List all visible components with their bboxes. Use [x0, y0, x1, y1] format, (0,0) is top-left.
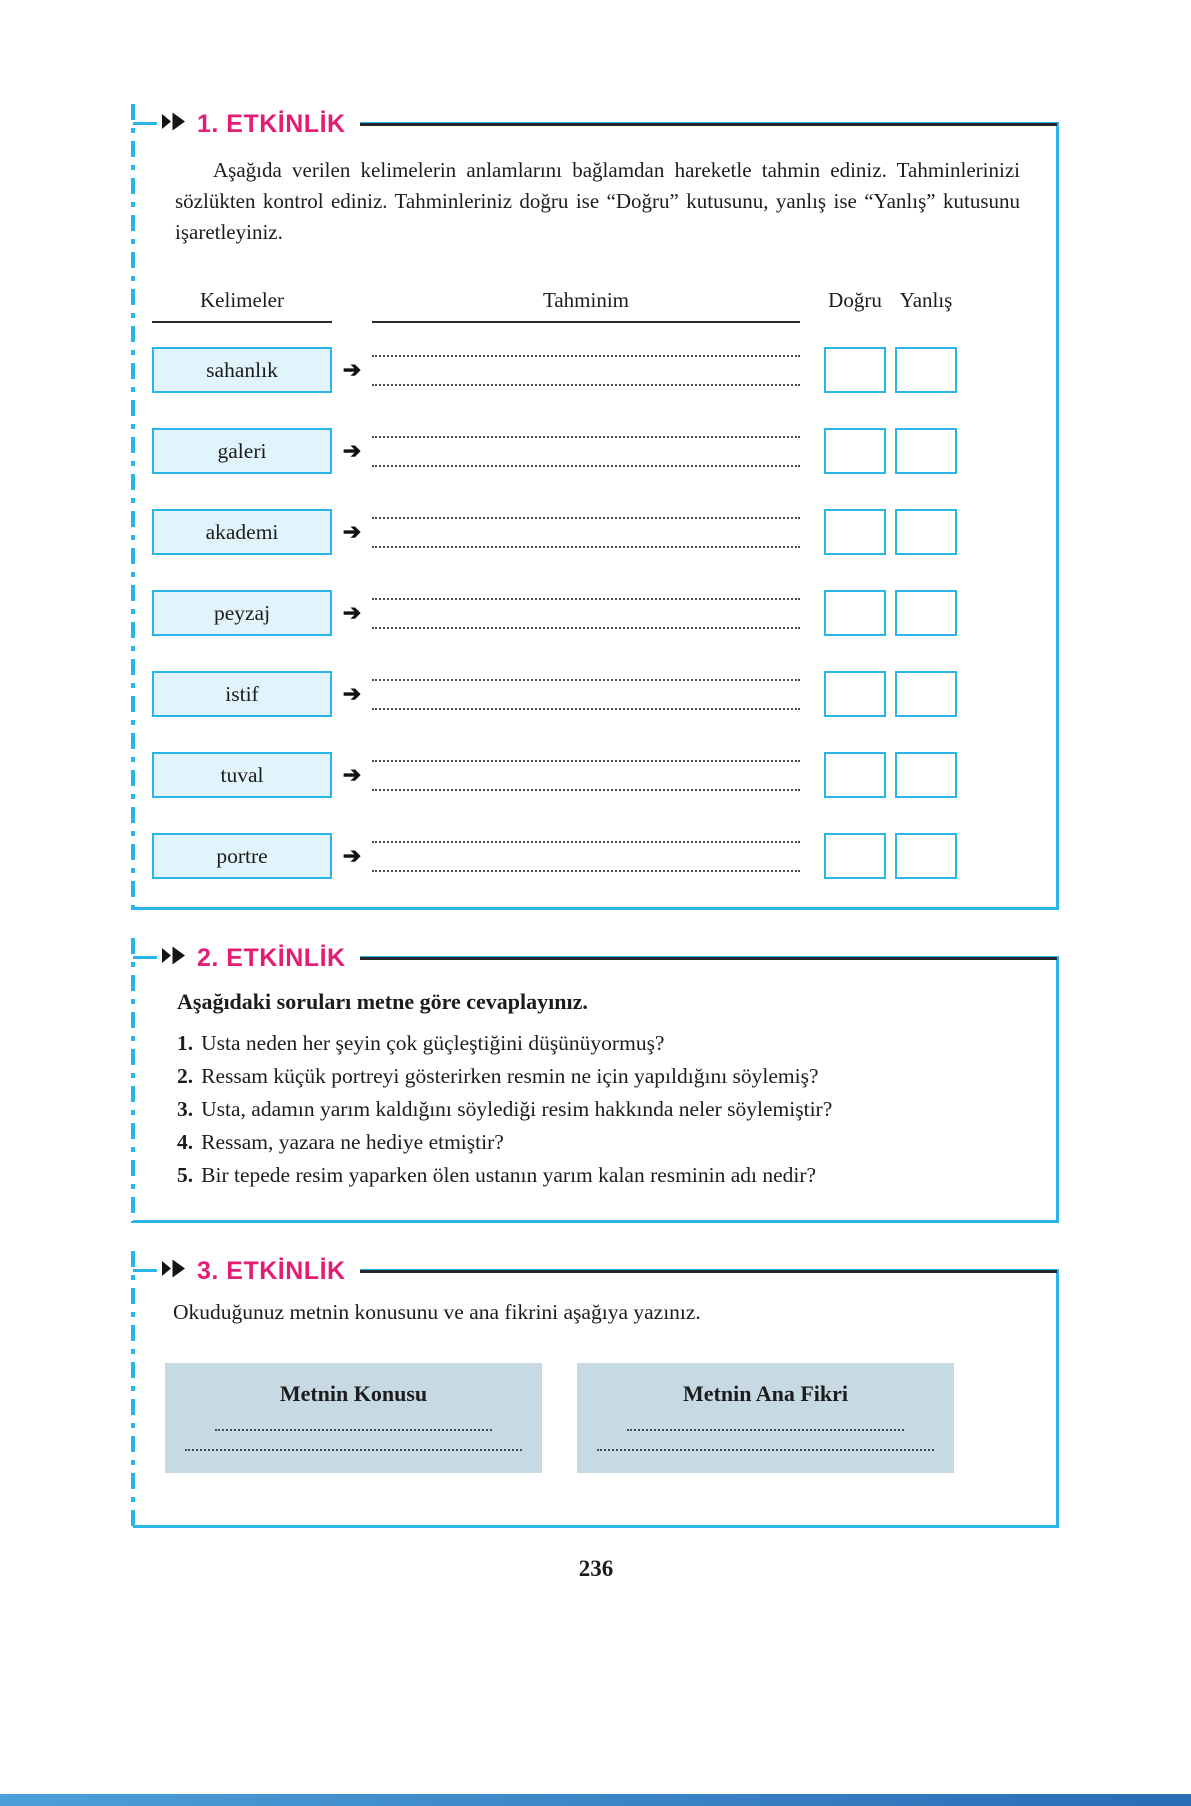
- question-number: 5.: [177, 1163, 194, 1187]
- activity1-instructions: Aşağıda verilen kelimelerin anlamlarını bağlamdan hareketle tahmin ediniz. Tahminlerinizi sözlükten kontrol ediniz. Tahminleriniz doğru ise “Doğru” kutusunu, yanlış ise “Yanlış” kutusunu işaretleyiniz.: [175, 158, 1020, 244]
- answer-line[interactable]: [372, 789, 800, 791]
- activity2-section: [133, 943, 1059, 1223]
- col-header-kelimeler: Kelimeler: [152, 288, 332, 323]
- dogru-checkbox[interactable]: [824, 833, 886, 879]
- word-label: istif: [225, 681, 259, 706]
- question-2: [177, 1060, 1016, 1093]
- arrow-icon: ➔: [342, 438, 362, 463]
- question-text: Bir tepede resim yaparken ölen ustanın yarım kalan resminin adı nedir?: [201, 1163, 817, 1187]
- topic-box-title: Metnin Konusu: [279, 1381, 428, 1406]
- col-header-yanlis: Yanlış: [899, 288, 953, 312]
- guess-answer-lines[interactable]: [372, 598, 800, 629]
- arrow-icon: ➔: [342, 600, 362, 625]
- page-number: 236: [578, 1556, 614, 1581]
- word-label: tuval: [220, 762, 264, 787]
- guess-answer-lines[interactable]: [372, 760, 800, 791]
- activity3-intro: Okuduğunuz metnin konusunu ve ana fikrini aşağıya yazınız.: [173, 1300, 701, 1324]
- metnin-konusu-box: [165, 1363, 542, 1473]
- guess-answer-lines[interactable]: [372, 517, 800, 548]
- checkbox-group: [824, 833, 957, 879]
- vocab-table-header: [152, 288, 1056, 323]
- col-header-tahminim: Tahminim: [372, 288, 800, 323]
- word-label: sahanlık: [206, 357, 278, 382]
- fast-forward-icon: [161, 946, 188, 970]
- answer-line[interactable]: [372, 598, 800, 600]
- question-number: 3.: [177, 1097, 194, 1121]
- fast-forward-icon: [161, 1259, 188, 1283]
- answer-line[interactable]: [372, 436, 800, 438]
- answer-line[interactable]: [372, 517, 800, 519]
- word-label: peyzaj: [213, 600, 271, 625]
- dogru-checkbox[interactable]: [824, 347, 886, 393]
- activity1-title: 1. ETKİNLİK: [197, 109, 346, 138]
- yanlis-checkbox[interactable]: [895, 833, 957, 879]
- word-label: galeri: [217, 438, 267, 463]
- heading-rule: [360, 1270, 1057, 1273]
- checkbox-group: [824, 428, 957, 474]
- question-4: [177, 1126, 1016, 1159]
- answer-line[interactable]: [372, 355, 800, 357]
- topic-boxes: [165, 1363, 1056, 1473]
- answer-line[interactable]: [372, 679, 800, 681]
- dogru-checkbox[interactable]: [824, 671, 886, 717]
- answer-line[interactable]: [597, 1449, 934, 1451]
- question-list: [177, 1027, 1016, 1192]
- yanlis-checkbox[interactable]: [895, 428, 957, 474]
- checkbox-group: [824, 347, 957, 393]
- question-1: [177, 1027, 1016, 1060]
- answer-line[interactable]: [372, 760, 800, 762]
- answer-line[interactable]: [372, 384, 800, 386]
- yanlis-checkbox[interactable]: [895, 752, 957, 798]
- guess-answer-lines[interactable]: [372, 841, 800, 872]
- question-text: Ressam küçük portreyi gösterirken resmin ne için yapıldığını söylemiş?: [201, 1064, 819, 1088]
- page: [0, 109, 1191, 1582]
- vocab-row-portre: [152, 833, 1056, 879]
- activity2-heading-label: [157, 944, 360, 973]
- answer-line[interactable]: [372, 546, 800, 548]
- word-label: akademi: [205, 519, 279, 544]
- word-box: [152, 752, 332, 798]
- question-number: 1.: [177, 1031, 194, 1055]
- checkbox-group: [824, 590, 957, 636]
- page-bottom-bar: [0, 1794, 1191, 1806]
- dogru-checkbox[interactable]: [824, 428, 886, 474]
- checkbox-group: [824, 671, 957, 717]
- yanlis-checkbox[interactable]: [895, 590, 957, 636]
- question-number: 4.: [177, 1130, 194, 1154]
- fast-forward-icon: [161, 112, 188, 136]
- activity2-title: 2. ETKİNLİK: [197, 943, 346, 972]
- vocab-row-galeri: [152, 428, 1056, 474]
- question-text: Ressam, yazara ne hediye etmiştir?: [201, 1130, 504, 1154]
- checkbox-group: [824, 752, 957, 798]
- activity3-section: [133, 1256, 1059, 1528]
- vocab-row-akademi: [152, 509, 1056, 555]
- arrow-icon: ➔: [342, 357, 362, 382]
- activity1-heading-label: [157, 110, 360, 139]
- guess-answer-lines[interactable]: [372, 355, 800, 386]
- arrow-icon: ➔: [342, 762, 362, 787]
- dogru-checkbox[interactable]: [824, 509, 886, 555]
- answer-line[interactable]: [372, 708, 800, 710]
- answer-line[interactable]: [215, 1429, 491, 1431]
- word-box: [152, 428, 332, 474]
- activity3-heading-label: [157, 1257, 360, 1286]
- word-box: [152, 590, 332, 636]
- question-5: [177, 1159, 1016, 1192]
- vocab-row-tuval: [152, 752, 1056, 798]
- question-3: [177, 1093, 1016, 1126]
- arrow-icon: ➔: [342, 519, 362, 544]
- guess-answer-lines[interactable]: [372, 679, 800, 710]
- yanlis-checkbox[interactable]: [895, 671, 957, 717]
- arrow-icon: ➔: [342, 843, 362, 868]
- metnin-ana-fikri-box: [577, 1363, 954, 1473]
- yanlis-checkbox[interactable]: [895, 509, 957, 555]
- answer-line[interactable]: [372, 870, 800, 872]
- word-box: [152, 509, 332, 555]
- activity1-section: [133, 109, 1059, 910]
- yanlis-checkbox[interactable]: [895, 347, 957, 393]
- topic-box-title: Metnin Ana Fikri: [682, 1381, 848, 1406]
- answer-line[interactable]: [627, 1429, 903, 1431]
- word-label: portre: [216, 843, 268, 868]
- vocab-row-istif: [152, 671, 1056, 717]
- activity2-intro: Aşağıdaki soruları metne göre cevaplayınız.: [177, 989, 588, 1014]
- vocab-row-sahanlik: [152, 347, 1056, 393]
- guess-answer-lines[interactable]: [372, 436, 800, 467]
- checkbox-group: [824, 509, 957, 555]
- col-header-dogru: Doğru: [828, 288, 882, 312]
- vocab-rows: [133, 347, 1056, 879]
- activity1-heading: [157, 103, 1057, 145]
- answer-line[interactable]: [185, 1449, 522, 1451]
- word-box: [152, 347, 332, 393]
- header-checkbox-labels: [824, 288, 957, 323]
- dogru-checkbox[interactable]: [824, 752, 886, 798]
- answer-line[interactable]: [372, 627, 800, 629]
- question-text: Usta, adamın yarım kaldığını söylediği resim hakkında neler söylemiştir?: [201, 1097, 833, 1121]
- heading-rule: [360, 957, 1057, 960]
- arrow-icon: ➔: [342, 681, 362, 706]
- heading-rule: [360, 123, 1057, 126]
- answer-line[interactable]: [372, 841, 800, 843]
- question-text: Usta neden her şeyin çok güçleştiğini düşünüyormuş?: [201, 1031, 665, 1055]
- activity3-title: 3. ETKİNLİK: [197, 1256, 346, 1285]
- answer-line[interactable]: [372, 465, 800, 467]
- word-box: [152, 833, 332, 879]
- activity2-heading: [157, 937, 1057, 979]
- vocab-row-peyzaj: [152, 590, 1056, 636]
- activity3-heading: [157, 1250, 1057, 1292]
- question-number: 2.: [177, 1064, 194, 1088]
- word-box: [152, 671, 332, 717]
- dogru-checkbox[interactable]: [824, 590, 886, 636]
